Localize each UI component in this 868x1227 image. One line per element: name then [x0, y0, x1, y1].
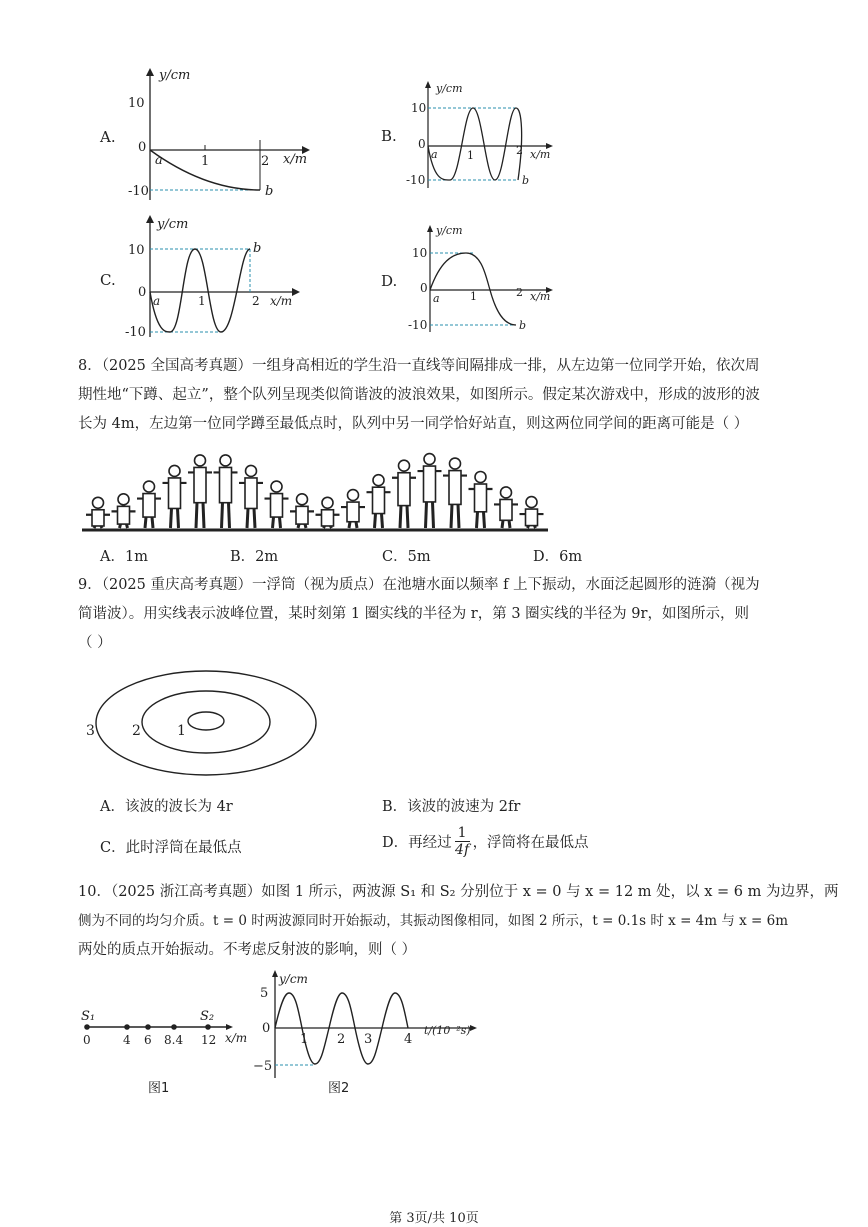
graph-b-point-a: a	[431, 148, 438, 161]
graph-a-x1: 1	[201, 154, 210, 169]
q9-option-d-prefix: D．再经过	[382, 835, 452, 851]
student-figure	[316, 497, 340, 528]
graph-b-x2: 2	[516, 144, 523, 157]
fig2-y-zero: 0	[262, 1021, 271, 1036]
q10-text-line3: 两处的质点开始振动。不考虑反射波的影响，则（ ）	[78, 942, 417, 958]
graph-a-y-zero: 0	[138, 140, 147, 155]
graph-c-x1: 1	[198, 294, 206, 308]
graph-c-y-top: 10	[128, 243, 145, 258]
graph-b-curve	[428, 108, 522, 180]
figure-2-graph	[250, 968, 490, 1100]
student-figure	[418, 454, 442, 528]
graph-d-x2: 2	[516, 286, 523, 299]
graph-d-y-top: 10	[412, 246, 428, 260]
ring-label-3: 3	[86, 723, 95, 739]
fig1-s1: S₁	[81, 1009, 96, 1024]
graph-b-ylabel: y/cm	[436, 82, 463, 95]
graph-a-ylabel: y/cm	[159, 68, 191, 83]
figure-1-axis	[78, 1000, 258, 1100]
q8-text-line1: 8．（2025 全国高考真题）一组身高相近的学生沿一直线等间隔排成一排，从左边第一位同学开始，依次周	[78, 358, 760, 374]
ripple-figure	[80, 665, 325, 785]
graph-d-ylabel: y/cm	[436, 224, 463, 237]
fig2-ylabel: y/cm	[279, 972, 308, 986]
q9-text-line3: （ ）	[78, 635, 112, 651]
fraction	[455, 825, 470, 858]
student-figure	[112, 494, 136, 528]
graph-a-x2: 2	[261, 154, 270, 169]
student-figure	[137, 481, 161, 528]
fig1-xlabel: x/m	[225, 1031, 248, 1045]
q9-option-b[interactable]: B．该波的波速为 2fr	[382, 799, 521, 815]
graph-d-x1: 1	[470, 290, 477, 303]
student-figure	[290, 494, 314, 528]
fig2-y-top: 5	[260, 986, 269, 1001]
q8-option-b[interactable]: B．2m	[230, 549, 279, 565]
q8-text-line3: 长为 4m，左边第一位同学蹲至最低点时，队列中另一同学恰好站直，则这两位同学间的距离可能是（ ）	[78, 416, 749, 432]
fig1-caption: 图1	[148, 1081, 170, 1096]
graph-c-ylabel: y/cm	[157, 217, 189, 232]
q10-text-line1: 10．（2025 浙江高考真题）如图 1 所示，两波源 S₁ 和 S₂ 分别位于 x = 0 与 x = 12 m 处，以 x = 6 m 为边界，两	[78, 884, 839, 900]
graph-a-point-b: b	[265, 184, 274, 199]
graph-c-point-b: b	[253, 241, 262, 256]
graph-a-y-top: 10	[128, 96, 145, 111]
fig2-y-bottom: −5	[253, 1059, 273, 1074]
q9-text-line1: 9．（2025 重庆高考真题）一浮筒（视为质点）在池塘水面以频率 f 上下振动，水面泛起圆形的涟漪（视为	[78, 577, 760, 593]
q9-option-d-suffix: ，浮筒将在最低点	[472, 835, 589, 851]
fig1-tick-0: 0	[83, 1033, 91, 1047]
student-figure	[367, 475, 391, 528]
graph-d-xlabel: x/m	[530, 290, 551, 303]
student-figure	[341, 490, 365, 528]
student-figure	[494, 487, 518, 528]
graph-a-xlabel: x/m	[283, 152, 308, 167]
students-wave-figure	[80, 445, 550, 533]
q10-text-line2: 侧为不同的均匀介质。t = 0 时两波源同时开始振动，其振动图像相同，如图 2 所示，t = 0.1s 时 x = 4m 与 x = 6m	[78, 913, 789, 929]
graph-c	[95, 212, 315, 340]
graph-b	[378, 78, 578, 193]
graph-d-point-b: b	[519, 319, 527, 332]
student-figure	[443, 458, 467, 528]
student-figure	[265, 481, 289, 528]
q8-text-line2: 期性地“下蹲、起立”，整个队列呈现类似简谐波的波浪效果，如图所示。假定某次游戏中，形成的波形的波	[78, 387, 760, 403]
fig1-tick-6: 6	[144, 1033, 152, 1047]
graph-c-x2: 2	[252, 294, 260, 308]
graph-c-option-label: C.	[100, 271, 116, 289]
q9-option-c[interactable]: C．此时浮筒在最低点	[100, 840, 242, 856]
student-figure	[86, 497, 110, 528]
fig1-tick-8-4: 8.4	[164, 1033, 184, 1047]
graph-a	[95, 65, 325, 205]
q9-option-d[interactable]	[382, 825, 589, 858]
student-figure	[163, 465, 187, 528]
graph-b-x1: 1	[467, 149, 474, 162]
fig1-tick-4: 4	[123, 1033, 131, 1047]
student-figure	[469, 472, 493, 528]
ring-label-2: 2	[132, 723, 141, 739]
graph-c-y-bottom: -10	[125, 325, 146, 340]
graph-d-y-zero: 0	[420, 281, 428, 295]
fig2-tick-1: 1	[300, 1032, 309, 1047]
q9-text-line2: 简谐波）。用实线表示波峰位置，某时刻第 1 圈实线的半径为 r，第 3 圈实线的半径为 9r，如图所示，则	[78, 606, 749, 622]
graph-d	[378, 222, 578, 337]
q8-option-a[interactable]: A．1m	[100, 549, 148, 565]
graph-b-y-zero: 0	[418, 137, 426, 151]
fig2-tick-4: 4	[404, 1032, 413, 1047]
graph-d-y-bottom: -10	[408, 318, 428, 332]
graph-a-y-bottom: -10	[128, 184, 149, 199]
graph-d-option-label: D.	[381, 272, 398, 290]
student-figure	[520, 497, 544, 528]
graph-a-option-label: A.	[100, 128, 116, 146]
student-figure	[392, 460, 416, 528]
graph-b-option-label: B.	[381, 127, 397, 145]
graph-c-y-zero: 0	[138, 285, 147, 300]
graph-c-xlabel: x/m	[270, 294, 293, 308]
fig1-s2: S₂	[200, 1009, 215, 1024]
q8-option-c[interactable]: C．5m	[382, 549, 431, 565]
fig1-tick-12: 12	[201, 1033, 217, 1047]
fraction-denominator: 4f	[455, 842, 470, 858]
fraction-numerator: 1	[455, 825, 470, 842]
q9-option-a[interactable]: A．该波的波长为 4r	[100, 799, 233, 815]
student-figure	[239, 465, 263, 528]
fig2-tick-3: 3	[364, 1032, 373, 1047]
graph-b-point-b: b	[522, 174, 530, 187]
fig2-caption: 图2	[328, 1081, 350, 1096]
graph-d-point-a: a	[433, 292, 440, 305]
student-figure	[188, 455, 212, 528]
graph-b-y-bottom: -10	[406, 173, 426, 187]
graph-d-curve	[430, 253, 516, 325]
fig2-tick-2: 2	[337, 1032, 346, 1047]
graph-c-point-a: a	[153, 294, 161, 308]
q8-option-d[interactable]: D．6m	[533, 549, 583, 565]
graph-a-point-a: a	[155, 153, 163, 168]
student-figure	[214, 455, 238, 528]
page-footer: 第 3页/共 10页	[389, 1211, 479, 1226]
graph-b-xlabel: x/m	[530, 148, 551, 161]
ring-label-1: 1	[177, 723, 186, 739]
fig2-xlabel: t/(10⁻²s)	[424, 1024, 471, 1037]
graph-c-curve	[150, 249, 250, 332]
graph-b-y-top: 10	[411, 101, 427, 115]
